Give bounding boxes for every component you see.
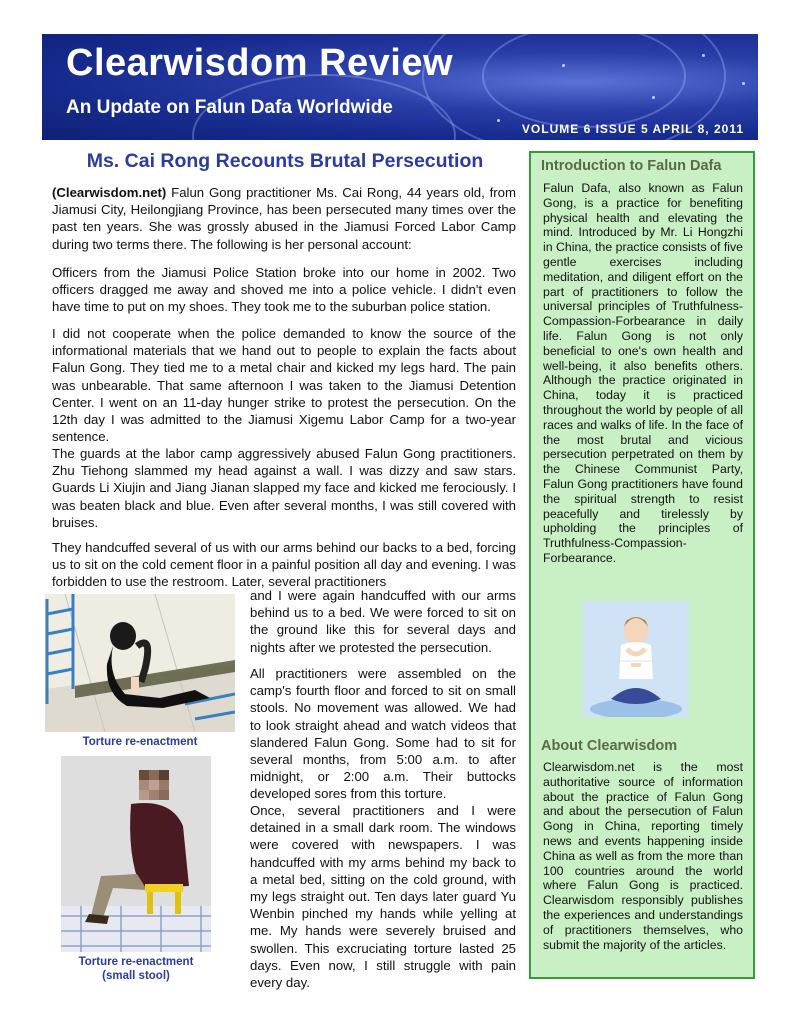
newsletter-subtitle: An Update on Falun Dafa Worldwide [66,97,393,118]
article-paragraph: and I were again handcuffed with our arms behind us to a bed. We were forced to sit on the ground like this for several days and nights after we protested the persecution. [250,588,516,655]
caption-line: (small stool) [102,970,170,982]
torture-reenactment-photo [45,594,235,732]
article-paragraph: The guards at the labor camp aggressively abused Falun Gong practitioners. Zhu Tiehong slammed my head against a wall. I was dizzy and saw stars. Guards Li Xiujin and Jiang Jianan slapped my face and kicked me ferociously. I was beaten black and blue. Even after several months, I was still covered with bruises. [52,446,516,530]
issue-info: VOLUME 6 ISSUE 5 APRIL 8, 2011 [521,122,744,136]
intro-text: Falun Dafa, also known as Falun Gong, is a practice for benefiting physical health and elevating the mind. Introduced by Mr. Li Hongzhi in China, the practice consists of five gentle exercises including meditation, and diligent effort on the part of practitioners to follow the universal principles of Truthfulness-Compassion-Forbearance in daily life. Falun Gong is not only beneficial to one's own health and well-being, it also benefits others. Although the practice originated in China, today it is practiced throughout the world by people of all races and walks of life. In the face of the most brutal and vicious persecution perpetrated on them by the Chinese Communist Party, Falun Gong practitioners have found the spiritual strength to resist peacefully and tirelessly by upholding the principles of Truthfulness-Compassion-Forbearance. [543,181,743,565]
blurred-face [139,770,169,800]
article-title: Ms. Cai Rong Recounts Brutal Persecution [86,150,484,172]
paragraph-text: Falun Gong practitioner Ms. Cai Rong, 44 years old, from Jiamusi City, Heilongjiang Province, has been persecuted many times over the past ten years. She was grossly abused in the Jiamusi Forced Labor Camp during two terms there. The following is her personal account: [52,185,516,252]
about-heading: About Clearwisdom [541,738,678,754]
photo-caption: Torture re-enactment [82,736,198,748]
caption-line: Torture re-enactment [78,956,194,968]
banner-star [702,54,705,57]
article-paragraph: They handcuffed several of us with our arms behind our backs to a bed, forcing us to sit on the cold cement floor in a painful position all day and evening. I was forbidden to use the restroom. Later, several practitioners [52,540,516,590]
article-source: (Clearwisdom.net) [52,185,167,200]
article-paragraph: Once, several practitioners and I were detained in a small dark room. The windows were covered with newspapers. I was handcuffed with my arms behind my back to a metal bed, sitting on the cold ground, with my legs straight out. Ten days later guard Yu Wenbin pinched my hands while yelling at me. My hands were severely bruised and swollen. This excruciating torture lasted 25 days. Even now, I still struggle with pain every day. [250,803,516,991]
article-paragraph: Officers from the Jiamusi Police Station broke into our home in 2002. Two officers dragged me away and shoved me into a police vehicle. I didn't even have time to put on my shoes. They took me to the suburban police station. [52,265,516,315]
newsletter-title: Clearwisdom Review [66,42,454,84]
intro-heading: Introduction to Falun Dafa [541,158,722,174]
about-text: Clearwisdom.net is the most authoritative source of information about the practice of Falun Gong and about the persecution of Falun Gong in China, reporting timely news and events happening inside China as well as from the more than 100 countries around the world where Falun Gong is practiced. Clearwisdom responsibly publishes the experiences and understandings of practitioners themselves, who submit the majority of the articles. [543,760,743,952]
meditating-girl-photo [583,601,689,717]
banner-star [742,82,745,85]
banner-star [562,64,565,67]
article-paragraph [52,184,516,253]
banner-star [652,96,655,99]
article-paragraph: I did not cooperate when the police demanded to know the source of the informational materials that we hand out to people to explain the facts about Falun Gong. They tied me to a metal chair and kicked my legs hard. The pain was unbearable. That same afternoon I was taken to the Jiamusi Detention Center. I went on an 11-day hunger strike to protest the persecution. On the 12th day I was admitted to the Jiamusi Xigemu Labor Camp for a two-year sentence. [52,326,516,445]
masthead-banner [42,34,758,140]
photo-caption [51,955,221,983]
stool-reenactment-photo [61,756,211,952]
sidebar-panel [529,151,755,979]
banner-star [497,119,500,122]
article-paragraph: All practitioners were assembled on the camp's fourth floor and forced to sit on small stools. No movement was allowed. We had to look straight ahead and watch videos that slandered Falun Gong. Some had to sit for several months, from 5:00 a.m. to after midnight, or 2:00 a.m. Their buttocks developed sores from this torture. [250,666,516,802]
